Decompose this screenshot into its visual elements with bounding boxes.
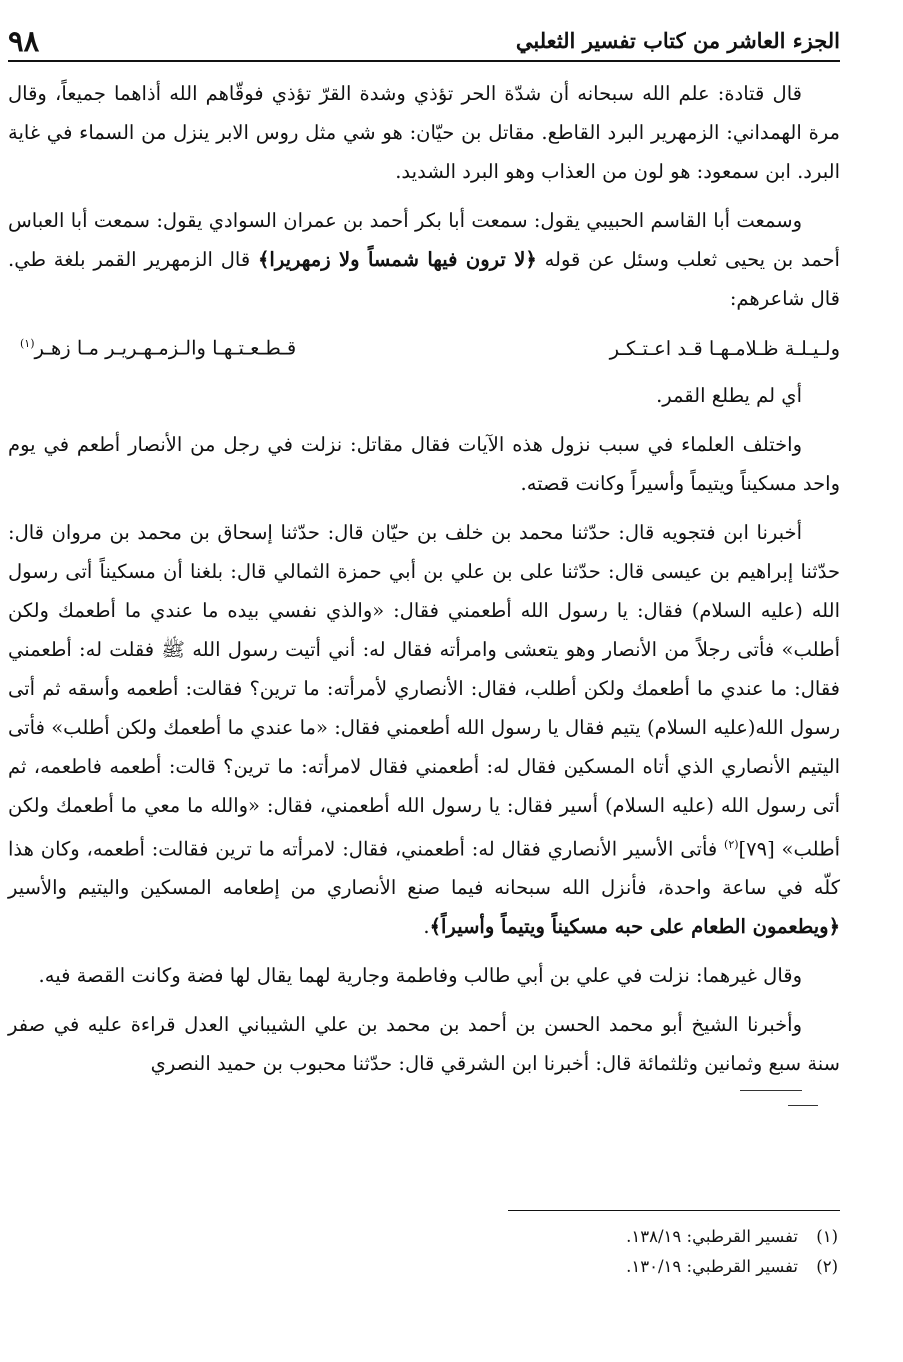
footnote-ref-1: (١)	[20, 337, 35, 350]
paragraph-moon: أي لم يطلع القمر.	[656, 383, 802, 407]
footnote-text: تفسير القرطبي: ١٣٨/١٩.	[626, 1227, 798, 1246]
footnote-text: تفسير القرطبي: ١٣٠/١٩.	[626, 1257, 798, 1276]
page-number: ٩٨	[8, 24, 40, 58]
paragraph-qatada: قال قتادة: علم الله سبحانه أن شدّة الحر تؤذي وشدة القرّ تؤذي فوقّاهم الله أذاهما جميعاً، وقال مرة الهمداني: الزمهرير البرد القاطع. مقاتل بن حيّان: هو شي مثل روس الابر ينزل من السماء في غاية البرد. ابن سمعود: هو لون من العذاب وهو البرد الشديد.	[8, 82, 840, 183]
quran-quote: ﴿ويطعمون الطعام على حبه مسكيناً ويتيماً وأسيراً﴾	[429, 915, 840, 938]
paragraph-hadith	[8, 513, 840, 947]
footnote-1	[8, 1222, 840, 1252]
verse-text: قـطـعـتـهـا والـزمـهـريـر مـا زهـر	[34, 336, 297, 360]
paragraph-text: وسمعت أبا القاسم الحبيبي يقول: سمعت أبا بكر أحمد بن عمران السوادي يقول: سمعت أبا العباس أحمد بن يحيى ثعلب وسئل عن قوله	[8, 209, 840, 271]
footnote-number: (٢)	[816, 1257, 838, 1276]
footnotes	[8, 1222, 840, 1282]
paragraph-text: .	[423, 915, 430, 938]
footnote-ref-2: (٢)	[724, 837, 739, 851]
page-header	[8, 18, 840, 62]
verse-first-hemistich: ولـيـلـة ظـلامـهـا قـد اعـتـكـر	[609, 336, 840, 360]
paragraph-muqatil: واختلف العلماء في سبب نزول هذه الآيات فقال مقاتل: نزلت في رجل من الأنصار أطعم في يوم واحد مسكيناً ويتيماً وأسيراً وكانت قصته.	[8, 432, 840, 495]
verse-second-hemistich	[20, 324, 296, 368]
footnote-separator	[508, 1210, 840, 1211]
paragraph-text: قال الزمهرير القمر بلغة طي. قال شاعرهم:	[8, 248, 840, 310]
quran-quote: ﴿لا ترون فيها شمساً ولا زمهريرا﴾	[257, 248, 537, 271]
paragraph-text: أخبرنا ابن فتجويه قال: حدّثنا محمد بن خلف بن حيّان قال: حدّثنا إسحاق بن محمد بن مروان قال: حدّثنا إبراهيم بن عيسى قال: حدّثنا على بن علي بن أبي حمزة الثمالي قال: بلغنا أن مسكيناً أتى رسول الله (عليه السلام) فقال: يا رسول الله أطعمني فقال: «والذي نفسي بيده ما عندي ما أطعمك ولكن أطلب» فأتى رجلاً من الأنصار وهو يتعشى وامرأته فقال له: أني أتيت رسول الله ﷺ فقلت له: أطعمني فقال: ما عندي ما أطعمك ولكن أطلب، فقال: الأنصاري لأمرأته: ما ترين؟ فقالت: أطعمه وأسقه ثم أتى رسول الله(عليه السلام) يتيم فقال يا رسول الله أطعمني فقال: «ما عندي ما أطعمك ولكن أطلب» فأتى اليتيم الأنصاري الذي أتاه المسكين فقال له: أطعمني فقال لامرأته: ما ترين؟ قالت: أطعمه فاطعمه، ثم أتى رسول الله (عليه السلام) أسير فقال: يا رسول الله أطعمني، فقال: «والله ما معي ما أطعمك ولكن أطلب» [٧٩]	[8, 520, 841, 860]
poetry-verse	[8, 324, 840, 368]
paragraph-text: فأتى الأسير الأنصاري فقال له: أطعمني، فقال: لامرأته ما ترين فقالت: أطعمه، وكان هذا كلّه في ساعة واحدة، فأنزل الله سبحانه فيما صنع الأنصاري من إطعامه المسكين واليتيم والأسير	[8, 837, 840, 899]
paragraph-thalab	[8, 201, 840, 318]
running-title: الجزء العاشر من كتاب تفسير الثعلبي	[515, 28, 840, 53]
margin-mark	[788, 1105, 818, 1106]
paragraph-ali-fatima: وقال غيرهما: نزلت في علي بن أبي طالب وفاطمة وجارية لهما يقال لها فضة وكانت القصة فيه.	[38, 964, 802, 987]
footnote-number: (١)	[816, 1227, 838, 1246]
footnote-2	[8, 1252, 840, 1282]
page-body	[8, 74, 840, 1093]
paragraph-shaybani: وأخبرنا الشيخ أبو محمد الحسن بن أحمد بن محمد بن علي الشيباني العدل قراءة عليه في صفر سنة سبع وثمانين وثلثمائة قال: أخبرنا ابن الشرقي قال: حدّثنا محبوب بن حميد النصري	[8, 1013, 840, 1075]
margin-mark	[740, 1090, 802, 1091]
